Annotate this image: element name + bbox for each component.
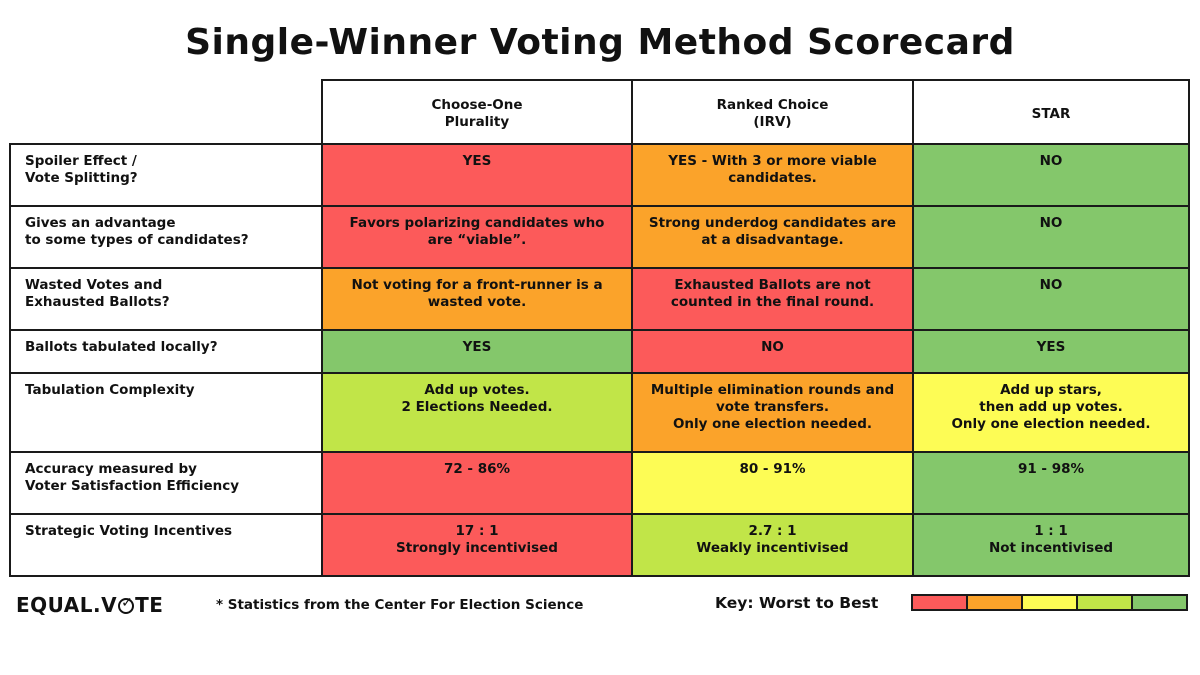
key-swatch: [913, 596, 968, 609]
logo-text-equal: EQUAL.V: [16, 593, 118, 617]
score-cell-star: Add up stars, then add up votes. Only one election needed.: [913, 373, 1189, 452]
table-row: [10, 206, 1189, 268]
score-cell-plurality: 17 : 1 Strongly incentivised: [322, 514, 632, 576]
logo-text-te: TE: [135, 593, 164, 617]
score-cell-plurality: YES: [322, 144, 632, 206]
score-cell-star: NO: [913, 206, 1189, 268]
score-cell-irv: NO: [632, 330, 913, 373]
row-label: Strategic Voting Incentives: [10, 514, 322, 576]
row-label: Gives an advantage to some types of candidates?: [10, 206, 322, 268]
table-row: [10, 514, 1189, 576]
score-cell-irv: Strong underdog candidates are at a disadvantage.: [632, 206, 913, 268]
score-cell-plurality: YES: [322, 330, 632, 373]
key-label: Key: Worst to Best: [715, 594, 879, 612]
table-row: [10, 330, 1189, 373]
score-cell-irv: Multiple elimination rounds and vote transfers. Only one election needed.: [632, 373, 913, 452]
row-label: Ballots tabulated locally?: [10, 330, 322, 373]
score-cell-star: NO: [913, 268, 1189, 330]
row-label: Spoiler Effect / Vote Splitting?: [10, 144, 322, 206]
key-swatch: [968, 596, 1023, 609]
score-cell-irv: 2.7 : 1 Weakly incentivised: [632, 514, 913, 576]
table-row: [10, 144, 1189, 206]
row-label: Tabulation Complexity: [10, 373, 322, 452]
scorecard-table: [9, 79, 1190, 577]
table-row: [10, 373, 1189, 452]
key-swatch: [1078, 596, 1133, 609]
header-row: [10, 80, 1189, 144]
score-cell-plurality: Add up votes. 2 Elections Needed.: [322, 373, 632, 452]
score-cell-star: YES: [913, 330, 1189, 373]
corner-cell: [10, 80, 322, 144]
check-circle-icon: [118, 598, 134, 614]
score-cell-plurality: Not voting for a front-runner is a wasted vote.: [322, 268, 632, 330]
table-row: [10, 452, 1189, 514]
column-header-star: STAR: [913, 80, 1189, 144]
row-label: Wasted Votes and Exhausted Ballots?: [10, 268, 322, 330]
key-swatch: [1023, 596, 1078, 609]
row-label: Accuracy measured by Voter Satisfaction Efficiency: [10, 452, 322, 514]
column-header-irv: Ranked Choice (IRV): [632, 80, 913, 144]
score-cell-star: 91 - 98%: [913, 452, 1189, 514]
score-cell-plurality: Favors polarizing candidates who are “viable”.: [322, 206, 632, 268]
statistics-note: * Statistics from the Center For Election Science: [216, 597, 584, 613]
page-title: Single-Winner Voting Method Scorecard: [185, 22, 1015, 63]
key-swatch: [1133, 596, 1186, 609]
table-row: [10, 268, 1189, 330]
score-cell-star: NO: [913, 144, 1189, 206]
column-header-plurality: Choose-One Plurality: [322, 80, 632, 144]
color-key: [911, 594, 1188, 611]
score-cell-star: 1 : 1 Not incentivised: [913, 514, 1189, 576]
score-cell-irv: Exhausted Ballots are not counted in the final round.: [632, 268, 913, 330]
equalvote-logo: [16, 593, 163, 617]
score-cell-irv: 80 - 91%: [632, 452, 913, 514]
score-cell-plurality: 72 - 86%: [322, 452, 632, 514]
score-cell-irv: YES - With 3 or more viable candidates.: [632, 144, 913, 206]
